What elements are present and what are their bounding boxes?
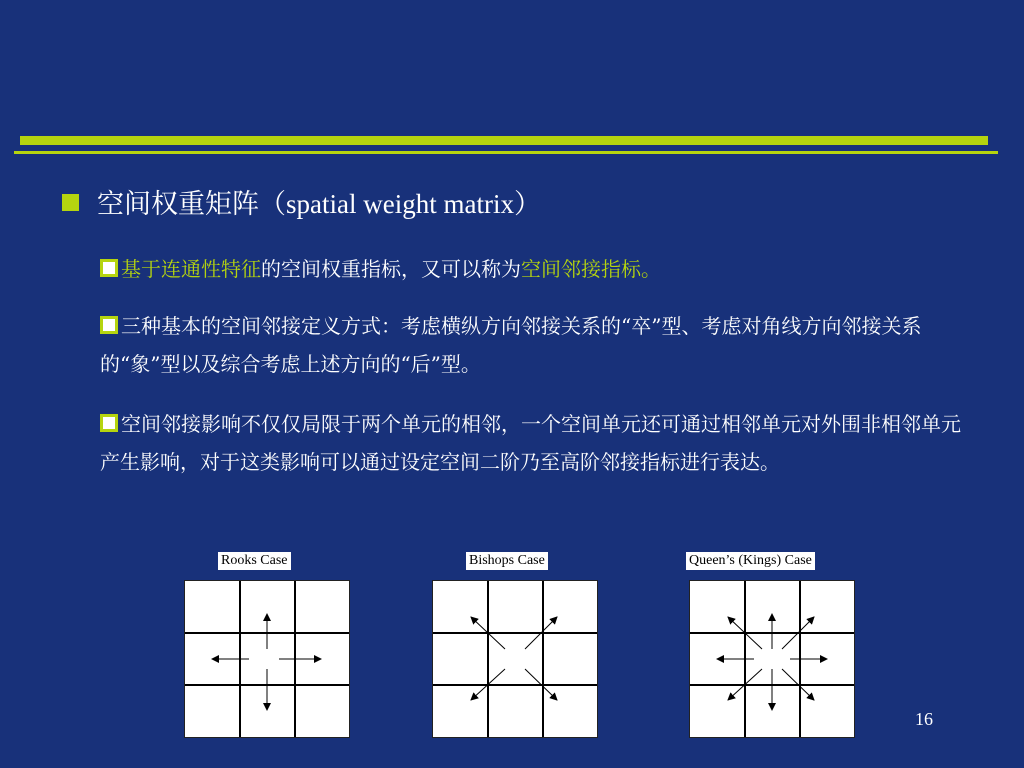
- header-accent-line: [14, 151, 998, 154]
- rooks-arrows-icon: [185, 581, 349, 737]
- bishops-arrows-icon: [433, 581, 597, 737]
- square-bullet-icon: [62, 194, 79, 211]
- checkbox-bullet-icon: [100, 414, 118, 432]
- slide-heading: [62, 184, 541, 225]
- queens-case-grid: [689, 580, 855, 738]
- queens-case-title: Queen’s (Kings) Case: [686, 552, 815, 570]
- paragraph-3: [100, 405, 980, 481]
- bishops-case-title: Bishops Case: [466, 552, 548, 570]
- heading-en: spatial weight matrix: [286, 189, 514, 219]
- bishops-case-grid: [432, 580, 598, 738]
- p1-text: 的空间权重指标，又可以称为: [261, 257, 521, 281]
- paragraph-1: [100, 250, 980, 288]
- paragraph-2: [100, 307, 980, 383]
- rooks-case-title: Rooks Case: [218, 552, 291, 570]
- checkbox-bullet-icon: [100, 259, 118, 277]
- heading-close: ）: [513, 189, 541, 220]
- checkbox-bullet-icon: [100, 316, 118, 334]
- queens-arrows-icon: [690, 581, 854, 737]
- rooks-case-grid: [184, 580, 350, 738]
- p1-highlight-2: 空间邻接指标。: [521, 257, 661, 281]
- header-accent-bar: [20, 136, 988, 145]
- page-number: 16: [915, 709, 933, 729]
- p1-highlight-1: 基于连通性特征: [121, 257, 261, 281]
- p2-text: 三种基本的空间邻接定义方式：考虑横纵方向邻接关系的“卒”型、考虑对角线方向邻接关系的“象”型以及综合考虑上述方向的“后”型。: [100, 314, 922, 376]
- heading-cn: 空间权重矩阵（: [97, 189, 286, 220]
- p3-text: 空间邻接影响不仅仅局限于两个单元的相邻，一个空间单元还可通过相邻单元对外围非相邻单元产生影响，对于这类影响可以通过设定空间二阶乃至高阶邻接指标进行表达。: [100, 412, 961, 474]
